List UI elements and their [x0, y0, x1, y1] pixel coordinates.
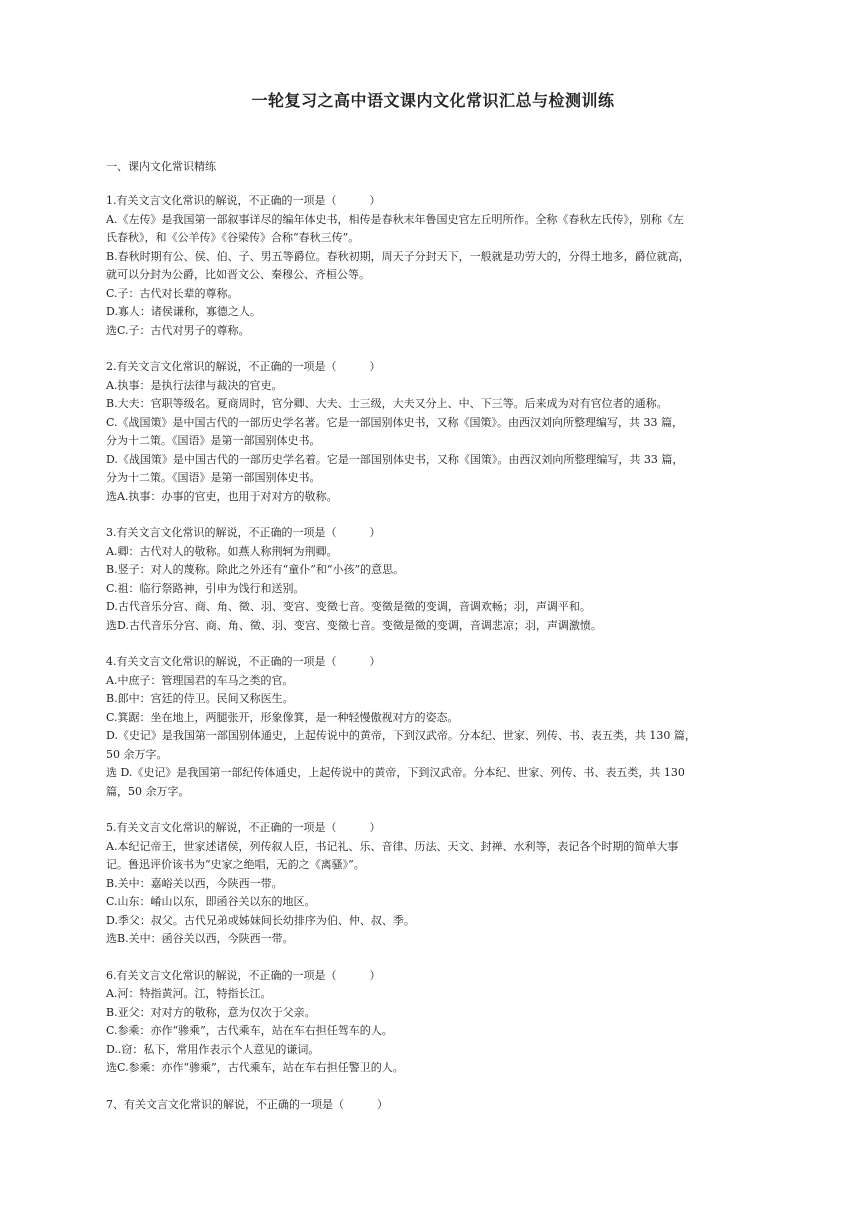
- question-line: A.河：特指黄河。江，特指长江。: [106, 987, 272, 1000]
- question-line: A.执事：是执行法律与裁决的官吏。: [106, 378, 283, 392]
- question-stem: 2.有关文言文化常识的解说，不正确的一项是（ ）: [106, 360, 381, 373]
- question-line: 选C.子：古代对男子的尊称。: [106, 323, 250, 337]
- section-heading: 一、课内文化常识精练: [106, 160, 216, 173]
- document-title: 一轮复习之高中语文课内文化常识汇总与检测训练: [251, 91, 615, 110]
- question-stem: 6.有关文言文化常识的解说，不正确的一项是（ ）: [106, 968, 381, 982]
- question-stem: 1.有关文言文化常识的解说，不正确的一项是（ ）: [106, 194, 381, 207]
- question-line: B.竖子：对人的蔑称。除此之外还有“童仆”和“小孩”的意思。: [106, 563, 405, 576]
- question-line: B.春秋时期有公、侯、伯、子、男五等爵位。春秋初期，周天子分封天下，一般就是功劳大的，分得土地多，爵位就高，: [106, 249, 690, 263]
- question-stem: 4.有关文言文化常识的解说，不正确的一项是（ ）: [106, 655, 381, 668]
- question-line: B.关中：嘉峪关以西，今陕西一带。: [106, 876, 283, 890]
- question-line: C.参乘：亦作“骖乘”，古代乘车，站在车右担任驾车的人。: [106, 1024, 393, 1037]
- question-line: 分为十二策。《国语》是第一部国别体史书。: [106, 471, 321, 484]
- question-stem: 3.有关文言文化常识的解说，不正确的一项是（ ）: [106, 526, 381, 539]
- question-line: C.山东：崤山以东，即函谷关以东的地区。: [106, 895, 316, 908]
- question-line: A.本纪记帝王，世家述诸侯，列传叙人臣，书记礼、乐、音律、历法、天文、封禅、水利等，表记各个时期的简单大事: [106, 839, 679, 853]
- question-line: B.郎中：宫廷的侍卫。民间又称医生。: [106, 692, 294, 705]
- question-5: [106, 819, 760, 949]
- question-stem: 5.有关文言文化常识的解说，不正确的一项是（ ）: [106, 821, 381, 834]
- question-line: A.《左传》是我国第一部叙事详尽的编年体史书，相传是春秋末年鲁国史官左丘明所作。全称《春秋左氏传》，别称《左: [106, 212, 684, 226]
- question-line: 就可以分封为公爵，比如晋文公、秦穆公、齐桓公等。: [106, 268, 370, 281]
- question-line: 氏春秋》，和《公羊传》《谷梁传》合称“春秋三传”。: [106, 231, 360, 244]
- question-line: B.大夫：官职等级名。夏商周时，官分卿、大夫、士三级，大夫又分上、中、下三等。后来成为对有官位者的通称。: [106, 397, 668, 410]
- question-2: [106, 358, 760, 506]
- question-line: A.中庶子：管理国君的车马之类的官。: [106, 673, 294, 687]
- question-line: C.子：古代对长辈的尊称。: [106, 286, 239, 300]
- question-line: D.《史记》是我国第一部国别体通史，上起传说中的黄帝，下到汉武帝。分本纪、世家、列传、书、表五类，共 130 篇，: [106, 729, 696, 742]
- question-line: C.祖：临行祭路神，引申为饯行和送别。: [106, 581, 305, 595]
- question-line: D.寡人：诸侯谦称，寡德之人。: [106, 305, 261, 318]
- question-line: B.亚父：对对方的敬称，意为仅次于父亲。: [106, 1005, 316, 1019]
- question-line: 记。鲁迅评价该书为“史家之绝唱，无韵之《离骚》”。: [106, 858, 365, 871]
- question-line: 选A.执事：办事的官吏，也用于对对方的敬称。: [106, 489, 338, 503]
- question-line: 篇，50 余万字。: [106, 784, 190, 798]
- question-line: 选C.参乘：亦作“骖乘”，古代乘车，站在车右担任警卫的人。: [106, 1061, 404, 1074]
- question-line: C.《战国策》是中国古代的一部历史学名著。它是一部国别体史书，又称《国策》。由西汉刘向所整理编写，共 33 篇，: [106, 415, 684, 429]
- question-line: D.季父：叔父。古代兄弟或姊妹间长幼排序为伯、仲、叔、季。: [106, 913, 415, 927]
- question-1: [106, 192, 760, 340]
- question-7: [106, 1096, 760, 1115]
- question-line: 分为十二策。《国语》是第一部国别体史书。: [106, 434, 321, 447]
- question-line: 50 余万字。: [106, 747, 168, 761]
- question-line: 选B.关中：函谷关以西，今陕西一带。: [106, 932, 294, 945]
- question-3: [106, 524, 760, 635]
- question-6: [106, 967, 760, 1078]
- question-line: C.箕踞：坐在地上，两腿张开，形象像箕，是一种轻慢傲视对方的姿态。: [106, 710, 459, 724]
- question-line: D.古代音乐分宫、商、角、徵、羽、变宫、变徵七音。变徵是徵的变调，音调欢畅；羽，声调平和。: [106, 600, 591, 613]
- question-line: 选D.古代音乐分宫、商、角、徵、羽、变宫、变徵七音。变徵是徵的变调，音调悲凉；羽，声调激愤。: [106, 618, 602, 632]
- question-line: 选 D.《史记》是我国第一部纪传体通史，上起传说中的黄帝，下到汉武帝。分本纪、世家、列传、书、表五类，共 130: [106, 766, 685, 779]
- question-line: D.《战国策》是中国古代的一部历史学名着。它是一部国别体史书，又称《国策》。由西汉刘向所整理编写，共 33 篇，: [106, 452, 684, 466]
- question-line: A.卿：古代对人的敬称。如燕人称荆轲为荆卿。: [106, 544, 338, 558]
- question-stem: 7、有关文言文化常识的解说，不正确的一项是（ ）: [106, 1097, 388, 1111]
- question-list: [106, 192, 760, 1114]
- question-4: [106, 653, 760, 801]
- question-line: D..窃：私下，常用作表示个人意见的谦词。: [106, 1042, 320, 1056]
